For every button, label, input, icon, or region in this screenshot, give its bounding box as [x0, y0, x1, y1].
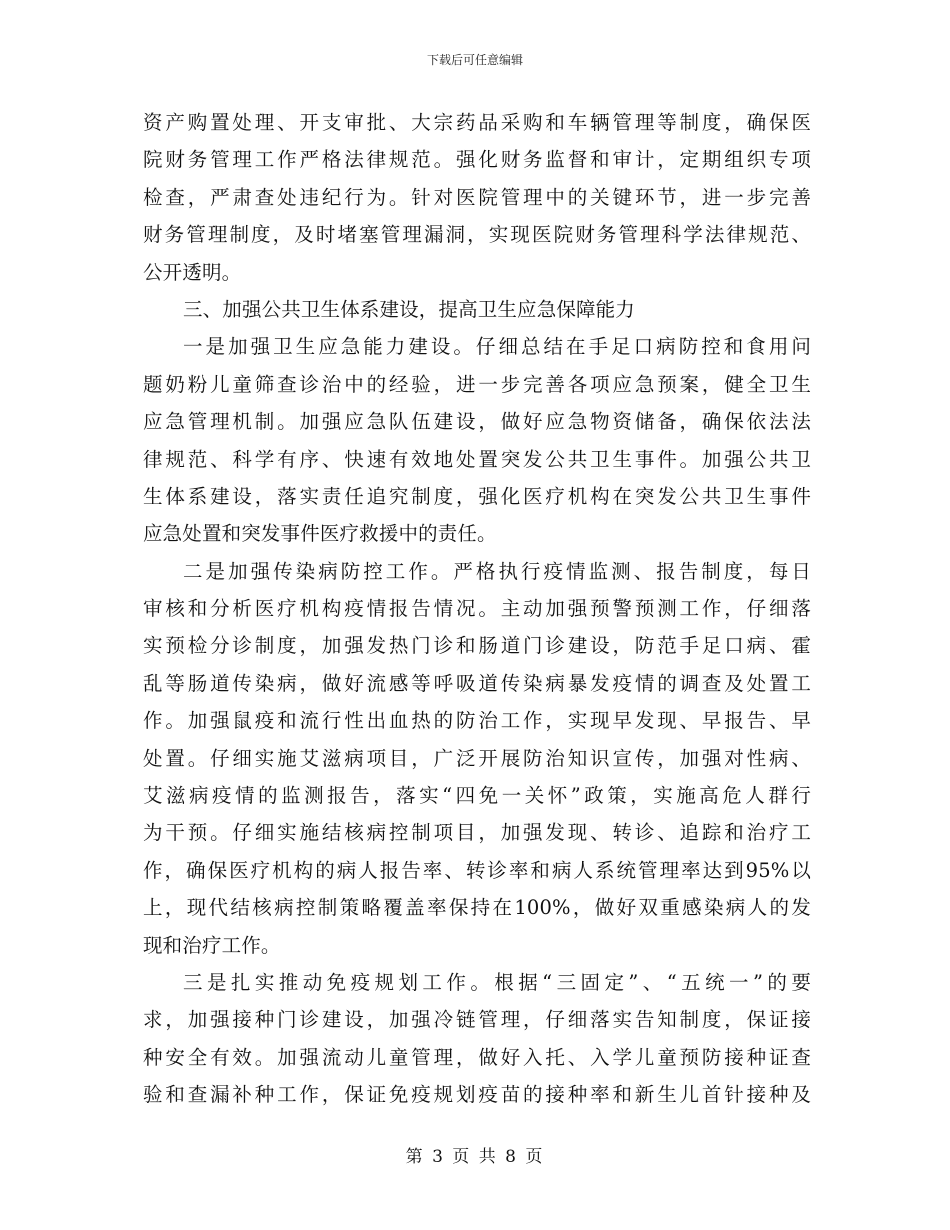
- body-line: 三是扎实推动免疫规划工作。根据“三固定”、“五统一”的要: [183, 970, 811, 994]
- body-line: 检查，严肃查处违纪行为。针对医院管理中的关键环节，进一步完善: [143, 185, 811, 209]
- body-line: 作。加强鼠疫和流行性出血热的防治工作，实现早发现、早报告、早: [143, 709, 811, 733]
- body-line: 财务管理制度，及时堵塞管理漏洞，实现医院财务管理科学法律规范、: [143, 223, 811, 247]
- body-line: 二是加强传染病防控工作。严格执行疫情监测、报告制度，每日: [183, 559, 811, 583]
- page-number: 第 3 页 共 8 页: [405, 1147, 545, 1167]
- body-line: 种安全有效。加强流动儿童管理，做好入托、入学儿童预防接种证查: [143, 1045, 811, 1069]
- page-header: 下载后可任意编辑: [426, 53, 523, 67]
- body-line: 为干预。仔细实施结核病控制项目，加强发现、转诊、追踪和治疗工: [143, 821, 811, 845]
- body-line: 乱等肠道传染病，做好流感等呼吸道传染病暴发疫情的调查及处置工: [143, 671, 811, 695]
- body-line: 现和治疗工作。: [143, 933, 281, 957]
- body-line: 应急管理机制。加强应急队伍建设，做好应急物资储备，确保依法法: [143, 410, 811, 434]
- body-line: 院财务管理工作严格法律规范。强化财务监督和审计，定期组织专项: [143, 148, 811, 172]
- body-line: 处置。仔细实施艾滋病项目，广泛开展防治知识宣传，加强对性病、: [143, 746, 811, 770]
- body-line: 应急处置和突发事件医疗救援中的责任。: [143, 522, 497, 546]
- body-line: 艾滋病疫情的监测报告，落实“四免一关怀”政策，实施高危人群行: [143, 784, 811, 808]
- body-line: 求，加强接种门诊建设，加强冷链管理，仔细落实告知制度，保证接: [143, 1008, 811, 1032]
- body-line: 公开透明。: [143, 260, 242, 284]
- body-line: 资产购置处理、开支审批、大宗药品采购和车辆管理等制度，确保医: [143, 111, 811, 134]
- body-line: 作，确保医疗机构的病人报告率、转诊率和病人系统管理率达到95%以: [143, 858, 811, 882]
- body-line: 上，现代结核病控制策略覆盖率保持在100%，做好双重感染病人的发: [143, 896, 811, 920]
- body-line: 生体系建设，落实责任追究制度，强化医疗机构在突发公共卫生事件: [143, 484, 811, 508]
- body-line: 题奶粉儿童筛查诊治中的经验，进一步完善各项应急预案，健全卫生: [143, 372, 811, 396]
- body-line: 审核和分析医疗机构疫情报告情况。主动加强预警预测工作，仔细落: [143, 597, 811, 621]
- body-line: 律规范、科学有序、快速有效地处置突发公共卫生事件。加强公共卫: [143, 447, 811, 471]
- body-line: 一是加强卫生应急能力建设。仔细总结在手足口病防控和食用问: [183, 335, 811, 359]
- body-line: 验和查漏补种工作，保证免疫规划疫苗的接种率和新生儿首针接种及: [143, 1083, 811, 1107]
- document-body: [143, 104, 811, 1114]
- section-heading: 三、加强公共卫生体系建设，提高卫生应急保障能力: [183, 297, 635, 321]
- body-line: 实预检分诊制度，加强发热门诊和肠道门诊建设，防范手足口病、霍: [143, 634, 811, 658]
